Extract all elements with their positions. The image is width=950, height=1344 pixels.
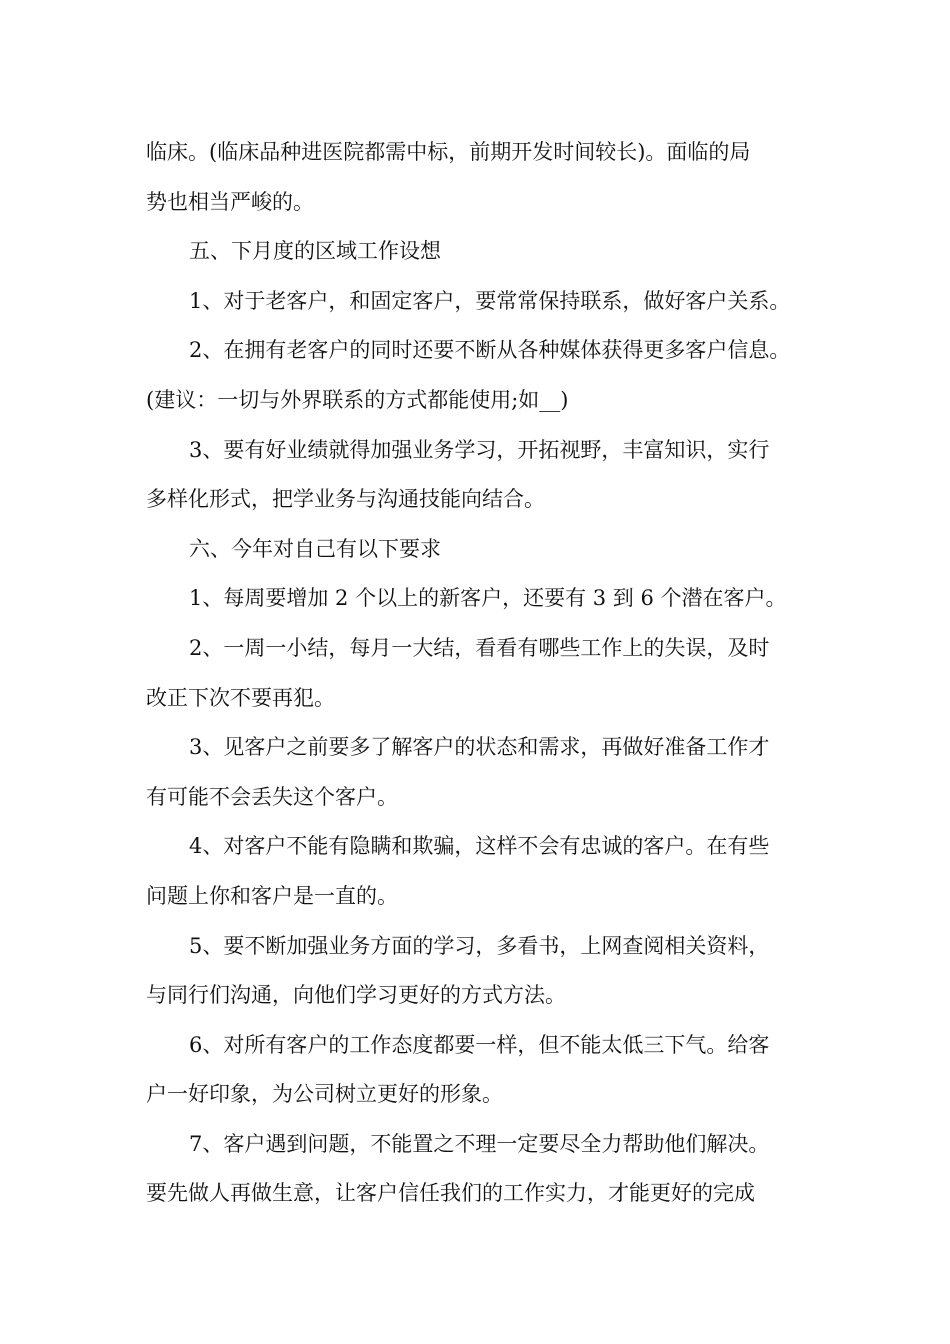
- text-line-18: 与同行们沟通，向他们学习更好的方式方法。: [146, 983, 566, 1008]
- text-line-4: 1、对于老客户，和固定客户，要常常保持联系，做好客户关系。: [189, 288, 791, 313]
- text-line-12: 改正下次不要再犯。: [146, 685, 335, 710]
- text-line-13: 3、见客户之前要多了解客户的状态和需求，再做好准备工作才: [189, 735, 770, 760]
- text-line-6: (建议：一切与外界联系的方式都能使用;如__): [146, 387, 569, 412]
- text-line-19: 6、对所有客户的工作态度都要一样，但不能太低三下气。给客: [189, 1032, 770, 1057]
- text-line-10: 1、每周要增加 2 个以上的新客户，还要有 3 到 6 个潜在客户。: [189, 586, 787, 611]
- document-body: [146, 128, 826, 1219]
- text-line-20: 户一好印象，为公司树立更好的形象。: [146, 1082, 503, 1107]
- text-line-8: 多样化形式，把学业务与沟通技能向结合。: [146, 487, 545, 512]
- text-line-15: 4、对客户不能有隐瞒和欺骗，这样不会有忠诚的客户。在有些: [189, 834, 770, 859]
- text-line-5: 2、在拥有老客户的同时还要不断从各种媒体获得更多客户信息。: [189, 338, 791, 363]
- text-line-16: 问题上你和客户是一直的。: [146, 883, 398, 908]
- section-heading-6: 六、今年对自己有以下要求: [189, 536, 441, 561]
- text-line-7: 3、要有好业绩就得加强业务学习，开拓视野，丰富知识，实行: [189, 437, 770, 462]
- text-line-22: 要先做人再做生意，让客户信任我们的工作实力，才能更好的完成: [146, 1181, 755, 1206]
- text-line-17: 5、要不断加强业务方面的学习，多看书，上网查阅相关资料，: [189, 933, 770, 958]
- section-heading-5: 五、下月度的区域工作设想: [189, 239, 441, 264]
- text-line-14: 有可能不会丢失这个客户。: [146, 784, 398, 809]
- text-line-21: 7、客户遇到问题，不能置之不理一定要尽全力帮助他们解决。: [189, 1131, 770, 1156]
- text-line-2: 势也相当严峻的。: [146, 189, 314, 214]
- text-line-11: 2、一周一小结，每月一大结，看看有哪些工作上的失误，及时: [189, 635, 770, 660]
- text-line-1: 临床。(临床品种进医院都需中标，前期开发时间较长)。面临的局: [146, 140, 751, 164]
